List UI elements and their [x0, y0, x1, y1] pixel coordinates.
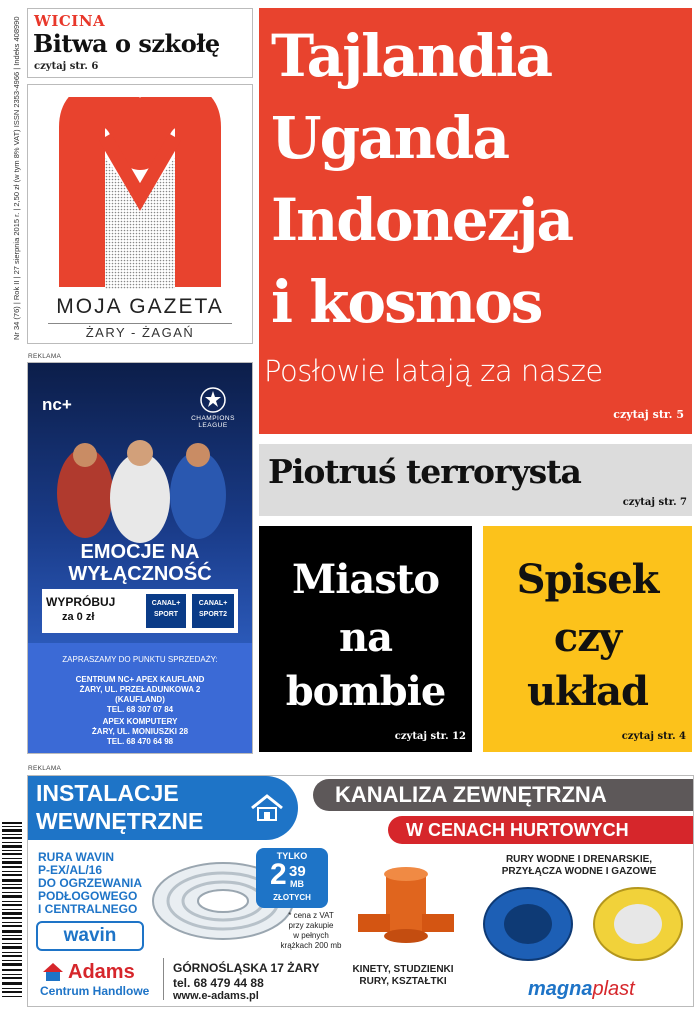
- ad-invite: ZAPRASZAMY DO PUNKTU SPRZEDAŻY:: [62, 655, 218, 664]
- kinety-line: RURY, KSZTAŁTKI: [359, 976, 447, 987]
- channel-badge: CANAL+ SPORT: [146, 594, 186, 628]
- ad-offer-panel: [42, 589, 238, 633]
- ad-headline: [28, 541, 252, 585]
- divider: [163, 958, 164, 1000]
- shop-line: TEL. 68 307 07 84: [106, 705, 174, 714]
- rury-caption: [468, 854, 690, 878]
- adams-house-icon: [42, 962, 64, 982]
- try-price: za 0 zł: [62, 611, 95, 623]
- product-line: DO OGRZEWANIA: [38, 876, 142, 890]
- adams-website[interactable]: www.e-adams.pl: [173, 990, 259, 1002]
- shop-1: [28, 675, 252, 715]
- main-story[interactable]: [259, 8, 692, 434]
- note-line: w pełnych: [293, 931, 329, 940]
- black-read-more[interactable]: czytaj str. 12: [394, 731, 466, 742]
- red-banner-text: W CENACH HURTOWYCH: [406, 820, 629, 840]
- house-icon: [250, 794, 284, 822]
- shop-line: ŻARY, UL. MONIUSZKI 28: [91, 727, 189, 736]
- ad-label: REKLAMA: [28, 765, 62, 772]
- magnaplast-part: magna: [528, 978, 593, 1000]
- teaser-read-more[interactable]: czytaj str. 6: [34, 61, 99, 72]
- price-cents: 39: [289, 863, 306, 880]
- adams-phone[interactable]: tel. 68 479 44 88: [173, 976, 264, 990]
- masthead-divider: [48, 323, 232, 324]
- black-headline-line: na: [339, 614, 392, 661]
- main-headline-line: Indonezja: [271, 186, 573, 254]
- product-line: P-EX/AL/16: [38, 863, 103, 877]
- product-line: RURA WAVIN: [38, 850, 114, 864]
- grey-read-more[interactable]: czytaj str. 7: [622, 497, 687, 508]
- adams-logo: Adams: [68, 961, 135, 983]
- ad-headline-line: WYŁĄCZNOŚĆ: [68, 563, 212, 585]
- players-image: [40, 433, 240, 543]
- kinety-line: KINETY, STUDZIENKI: [352, 964, 454, 975]
- blue-banner-line: WEWNĘTRZNE: [36, 808, 204, 834]
- pipes-image: [478, 884, 688, 966]
- price-tag: [256, 848, 328, 908]
- price-main: 2: [270, 858, 287, 891]
- product-line: I CENTRALNEGO: [38, 902, 138, 916]
- star-ball-icon: [200, 387, 226, 413]
- masthead-cities: ŻARY - ŻAGAŃ: [85, 325, 195, 340]
- note-line: przy zakupie: [288, 921, 334, 930]
- main-headline-line: Tajlandia: [271, 22, 552, 90]
- teaser-kicker: WICINA: [34, 12, 106, 30]
- ad-label: REKLAMA: [28, 353, 62, 360]
- shop-line: APEX KOMPUTERY: [102, 717, 178, 726]
- story-grey[interactable]: [259, 444, 692, 516]
- black-headline-line: Miasto: [291, 556, 440, 603]
- note-line: krążkach 200 mb: [280, 941, 342, 950]
- yellow-headline-line: układ: [526, 668, 649, 715]
- channel-badge: CANAL+ SPORT2: [192, 594, 234, 628]
- yellow-read-more[interactable]: czytaj str. 4: [621, 731, 686, 742]
- manhole-image: [356, 864, 456, 964]
- magnaplast-logo: [528, 978, 635, 1001]
- story-black[interactable]: [259, 526, 472, 752]
- price-top: TYLKO: [276, 851, 308, 861]
- main-headline-line: i kosmos: [271, 268, 542, 336]
- adams-subtitle: Centrum Handlowe: [40, 984, 150, 998]
- red-banner: [388, 816, 693, 844]
- shop-2: [28, 717, 252, 747]
- nc-plus-ad[interactable]: [27, 362, 253, 754]
- nc-logo: nc+: [42, 395, 72, 414]
- ad-headline-line: EMOCJE NA: [80, 541, 200, 563]
- story-yellow[interactable]: [483, 526, 692, 752]
- blue-banner: [28, 776, 298, 840]
- wavin-logo: wavin: [36, 921, 144, 951]
- note-line: * cena z VAT: [288, 911, 334, 920]
- price-note: [280, 911, 342, 951]
- adams-address: GÓRNOŚLĄSKA 17 ŻARY: [173, 961, 320, 975]
- issue-info: Nr 34 (76) | Rok II | 27 sierpnia 2015 r. | 2,50 zł (w tym 8% VAT) ISSN 2353-4966 | Indeks 408990: [12, 16, 21, 340]
- league-label: CHAMPIONS LEAGUE: [191, 415, 235, 429]
- black-headline-line: bombie: [285, 668, 446, 715]
- main-subtitle: Posłowie latają za nasze: [264, 354, 603, 388]
- grey-headline: Piotruś terrorysta: [268, 452, 581, 491]
- barcode-icon: [0, 822, 22, 1002]
- yellow-headline-line: czy: [553, 614, 622, 661]
- rury-line: RURY WODNE I DRENARSKIE,: [505, 854, 653, 865]
- kinety-caption: [333, 964, 473, 988]
- main-headline-line: Uganda: [271, 104, 509, 172]
- shop-line: (KAUFLAND): [115, 695, 165, 704]
- rury-line: PRZYŁĄCZA WODNE I GAZOWE: [501, 866, 657, 877]
- masthead-title: MOJA GAZETA: [56, 295, 224, 318]
- shop-line: TEL. 68 470 64 98: [106, 737, 174, 746]
- grey-banner: [313, 779, 693, 811]
- teaser-box[interactable]: [27, 8, 253, 78]
- teaser-headline[interactable]: Bitwa o szkołę: [33, 29, 220, 58]
- product-line: PODŁOGOWEGO: [38, 889, 138, 903]
- main-read-more[interactable]: czytaj str. 5: [613, 408, 684, 421]
- try-label: WYPRÓBUJ: [46, 595, 116, 609]
- price-currency: ZŁOTYCH: [273, 893, 311, 902]
- magnaplast-part: plast: [592, 978, 635, 1000]
- m-logo-icon: [42, 97, 238, 289]
- shop-line: CENTRUM NC+ APEX KAUFLAND: [75, 675, 205, 684]
- adams-ad[interactable]: [27, 775, 694, 1007]
- masthead: [27, 84, 253, 344]
- grey-banner-text: KANALIZA ZEWNĘTRZNA: [335, 782, 607, 807]
- shop-line: ŻARY, UL. PRZEŁADUNKOWA 2: [79, 685, 201, 694]
- blue-banner-line: INSTALACJE: [36, 780, 179, 806]
- price-unit: MB: [290, 879, 304, 889]
- yellow-headline-line: Spisek: [516, 556, 659, 603]
